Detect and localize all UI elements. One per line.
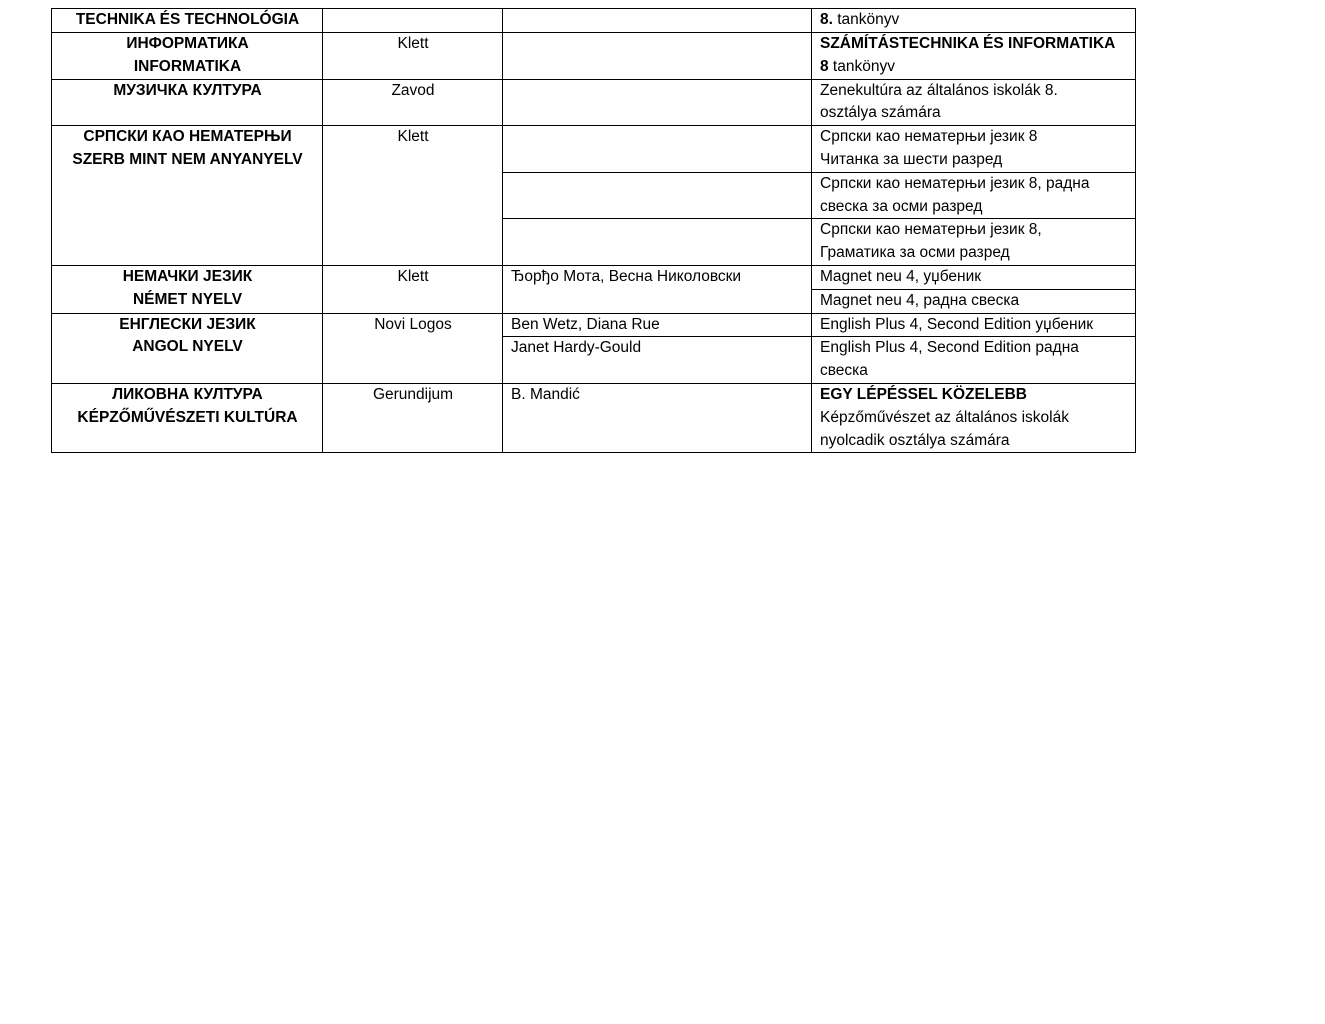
book-title-line: English Plus 4, Second Edition радна — [820, 339, 1079, 357]
publisher-cell — [323, 9, 503, 33]
table-row — [52, 79, 1136, 126]
publisher-name: Novi Logos — [374, 315, 452, 333]
textbook-table — [51, 8, 1136, 453]
publisher-cell — [323, 313, 503, 383]
author-name: Ben Wetz, Diana Rue — [511, 315, 660, 333]
publisher-cell — [323, 383, 503, 452]
title-cell — [812, 313, 1136, 337]
title-cell — [812, 9, 1136, 33]
book-title-line: Читанка за шести разред — [820, 150, 1003, 168]
book-title-line: Српски као нематерњи језик 8, радна — [820, 174, 1090, 192]
publisher-name: Klett — [397, 128, 429, 146]
author-cell — [503, 383, 812, 452]
table-row — [52, 313, 1136, 337]
author-cell — [503, 337, 812, 384]
book-title-line: Magnet neu 4, радна свеска — [820, 291, 1020, 309]
publisher-cell — [323, 33, 503, 80]
author-cell — [503, 172, 812, 219]
author-cell — [503, 33, 812, 80]
author-name: Janet Hardy-Gould — [511, 339, 642, 357]
subject-name: ЛИКОВНА КУЛТУРА — [112, 385, 263, 403]
subject-name-hu: SZERB MINT NEM ANYANYELV — [72, 150, 303, 168]
book-title — [820, 56, 1128, 79]
title-cell — [812, 383, 1136, 452]
book-title — [820, 9, 1128, 32]
book-title-line: Magnet neu 4, уџбеник — [820, 267, 982, 285]
subject-name-hu: KÉPZŐMŰVÉSZETI KULTÚRA — [77, 408, 298, 426]
publisher-cell — [323, 265, 503, 313]
subject-cell — [52, 313, 323, 383]
author-cell — [503, 9, 812, 33]
author-cell — [503, 313, 812, 337]
book-title-line: свеска — [820, 362, 868, 380]
subject-cell — [52, 9, 323, 33]
title-cell — [812, 33, 1136, 80]
subject-name-hu: INFORMATIKA — [133, 57, 242, 75]
book-title-line: свеска за осми разред — [820, 197, 983, 215]
subject-name: НЕМАЧКИ ЈЕЗИК — [122, 267, 253, 285]
title-cell — [812, 219, 1136, 266]
publisher-name: Klett — [397, 35, 429, 52]
publisher-name: Gerundijum — [372, 385, 454, 403]
table-row — [52, 9, 1136, 33]
title-cell — [812, 79, 1136, 126]
table-row — [52, 265, 1136, 289]
author-cell — [503, 79, 812, 126]
title-cell — [812, 126, 1136, 173]
book-title-line: osztálya számára — [820, 104, 941, 122]
table-row — [52, 33, 1136, 80]
author-name: B. Mandić — [511, 385, 580, 403]
book-title-number: 8 — [820, 57, 829, 75]
publisher-cell — [323, 126, 503, 266]
book-title-line: Képzőművészet az általános iskolák — [820, 408, 1069, 426]
author-cell — [503, 219, 812, 266]
title-cell — [812, 172, 1136, 219]
book-title-bold: SZÁMÍTÁSTECHNIKA ÉS INFORMATIKA — [820, 35, 1116, 52]
book-title-rest: tankönyv — [828, 57, 895, 75]
author-cell — [503, 126, 812, 173]
book-title-bold: 8. — [820, 11, 833, 28]
book-title-line: nyolcadik osztálya számára — [820, 431, 1010, 449]
author-cell — [503, 265, 812, 313]
title-cell — [812, 337, 1136, 384]
table-row — [52, 126, 1136, 173]
subject-cell — [52, 33, 323, 80]
table-row — [52, 383, 1136, 452]
subject-name: МУЗИЧКА КУЛТУРА — [113, 81, 262, 99]
subject-name-hu: NÉMET NYELV — [132, 290, 243, 308]
subject-name: СРПСКИ КАО НЕМАТЕРЊИ — [83, 128, 292, 146]
subject-name-hu: ANGOL NYELV — [132, 338, 243, 356]
subject-cell — [52, 79, 323, 126]
author-name: Ђорђо Мота, Весна Николовски — [511, 267, 742, 285]
title-cell — [812, 265, 1136, 289]
subject-cell — [52, 383, 323, 452]
book-title-rest: tankönyv — [832, 11, 900, 28]
book-title-line: Граматика за осми разред — [820, 244, 1010, 262]
publisher-cell — [323, 79, 503, 126]
book-title-line: Српски као нематерњи језик 8 — [820, 128, 1038, 146]
publisher-name: Zavod — [391, 81, 435, 99]
publisher-name: Klett — [397, 267, 429, 285]
book-title-line: Српски као нематерњи језик 8, — [820, 221, 1042, 239]
subject-name: TECHNIKA ÉS TECHNOLÓGIA — [75, 11, 300, 28]
title-cell — [812, 289, 1136, 313]
book-title-bold: EGY LÉPÉSSEL KÖZELEBB — [820, 385, 1028, 403]
book-title-line: Zenekultúra az általános iskolák 8. — [820, 81, 1058, 99]
book-title-line: English Plus 4, Second Edition уџбеник — [820, 315, 1094, 333]
subject-cell — [52, 265, 323, 313]
subject-name: ИНФОРМАТИКА — [126, 35, 249, 52]
subject-cell — [52, 126, 323, 266]
subject-name: ЕНГЛЕСКИ ЈЕЗИК — [119, 315, 256, 333]
